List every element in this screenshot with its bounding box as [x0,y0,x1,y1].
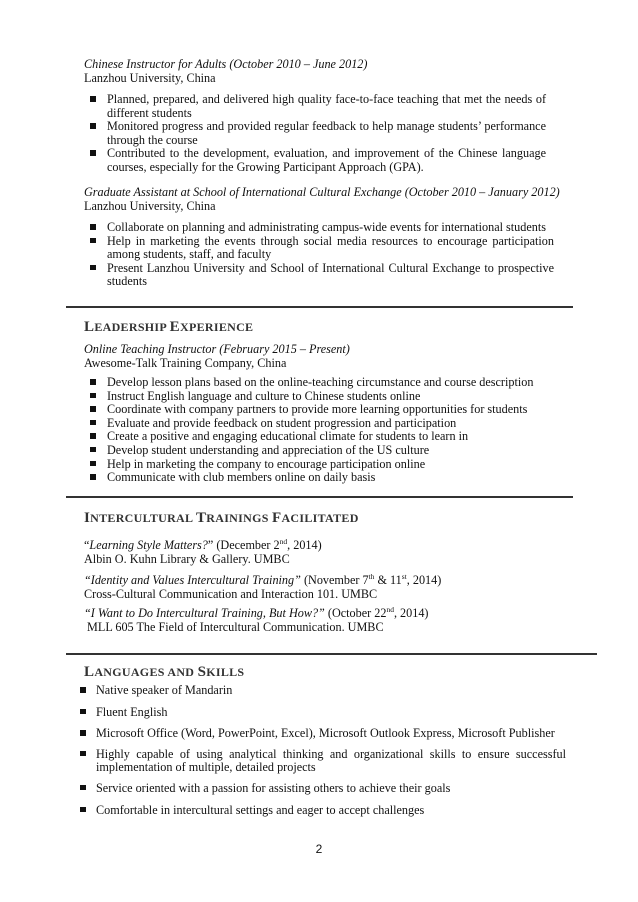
bullet-icon [80,785,86,791]
section-heading-trainings: INTERCULTURAL TRAININGS FACILITATED [84,510,359,526]
list-item: Develop student understanding and appreciation of the US culture [90,444,560,458]
list-item: Native speaker of Mandarin [80,684,566,698]
bullet-icon [90,461,96,467]
job-title: Online Teaching Instructor (February 2015 – Present) [84,342,350,356]
list-item: Service oriented with a passion for assisting others to achieve their goals [80,782,566,796]
training-title-line: “I Want to Do Intercultural Training, But How?” (October 22nd, 2014) [84,604,429,620]
bullet-icon [80,709,86,715]
bullet-icon [90,123,96,129]
list-item: Monitored progress and provided regular feedback to help manage students’ performance through the course [90,120,546,147]
bullet-icon [80,687,86,693]
training-venue: Cross-Cultural Communication and Interaction 101. UMBC [84,587,378,601]
section-divider [66,653,597,655]
bullet-icon [90,379,96,385]
section-divider [66,496,573,498]
list-item: Help in marketing the company to encourage participation online [90,458,560,472]
bullet-icon [80,730,86,736]
list-item: Microsoft Office (Word, PowerPoint, Excel), Microsoft Outlook Express, Microsoft Publisher [80,727,566,741]
job-organization: Lanzhou University, China [84,199,216,213]
job-duties-list [90,376,560,485]
page-number: 2 [315,842,323,856]
list-item: Coordinate with company partners to provide more learning opportunities for students [90,403,560,417]
bullet-icon [90,224,96,230]
bullet-icon [90,265,96,271]
list-item: Contributed to the development, evaluation, and improvement of the Chinese language courses, especially for the Growing Participant Approach (GPA). [90,147,546,174]
bullet-icon [90,238,96,244]
list-item: Fluent English [80,706,566,720]
bullet-icon [90,474,96,480]
job-organization: Lanzhou University, China [84,71,216,85]
section-divider [66,306,573,308]
job-title: Graduate Assistant at School of International Cultural Exchange (October 2010 – January 2012) [84,185,560,199]
bullet-icon [90,96,96,102]
bullet-icon [90,406,96,412]
training-venue: Albin O. Kuhn Library & Gallery. UMBC [84,552,290,566]
section-heading-leadership: LEADERSHIP EXPERIENCE [84,319,254,335]
job-duties-list [90,221,554,289]
list-item: Evaluate and provide feedback on student progression and participation [90,417,560,431]
list-item: Planned, prepared, and delivered high quality face-to-face teaching that met the needs of different students [90,93,546,120]
bullet-icon [90,420,96,426]
job-duties-list [90,93,546,175]
list-item: Highly capable of using analytical thinking and organizational skills to ensure successful implementation of multiple, detailed projects [80,748,566,775]
bullet-icon [80,751,86,757]
list-item: Create a positive and engaging educational climate for students to learn in [90,430,560,444]
training-title-line: “Learning Style Matters?” (December 2nd, 2014) [84,536,322,552]
bullet-icon [90,393,96,399]
bullet-icon [90,150,96,156]
list-item: Communicate with club members online on daily basis [90,471,560,485]
list-item: Develop lesson plans based on the online-teaching circumstance and course description [90,376,560,390]
list-item: Collaborate on planning and administrating campus-wide events for international students [90,221,554,235]
list-item: Help in marketing the events through social media resources to encourage participation among students, staff, and faculty [90,235,554,262]
job-title: Chinese Instructor for Adults (October 2010 – June 2012) [84,57,368,71]
section-heading-skills: LANGUAGES AND SKILLS [84,664,245,680]
list-item: Instruct English language and culture to Chinese students online [90,390,560,404]
bullet-icon [90,433,96,439]
list-item: Present Lanzhou University and School of International Cultural Exchange to prospective students [90,262,554,289]
skills-list [80,684,566,817]
job-organization: Awesome-Talk Training Company, China [84,356,287,370]
training-title-line: “Identity and Values Intercultural Training” (November 7th & 11st, 2014) [84,571,442,587]
bullet-icon [90,447,96,453]
training-venue: MLL 605 The Field of Intercultural Communication. UMBC [84,620,384,634]
bullet-icon [80,807,86,813]
list-item: Comfortable in intercultural settings and eager to accept challenges [80,804,566,818]
